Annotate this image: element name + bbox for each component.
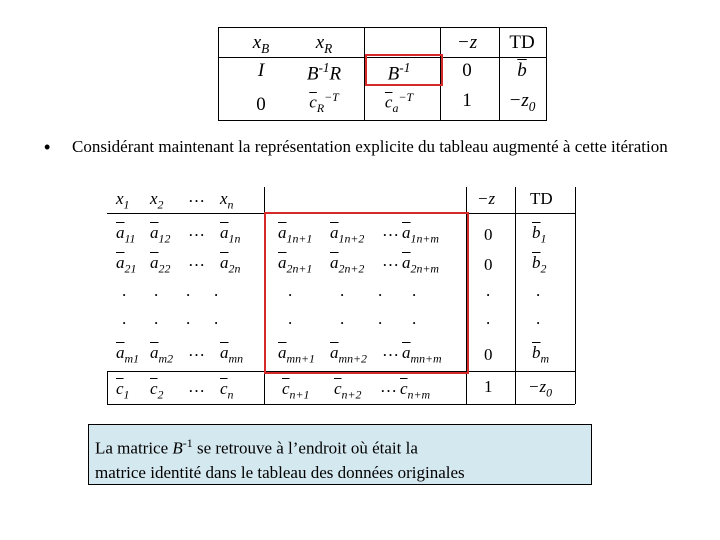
vdots: .	[536, 309, 541, 328]
row2-r-dots: …	[382, 251, 399, 270]
header-xn: $x_n$	[220, 189, 234, 212]
cell-c2: $\overline{c}_2$	[150, 379, 164, 402]
rowm-dots: …	[188, 341, 205, 360]
vdots: .	[214, 281, 219, 300]
cell-amn+1: $\overline{a}_{mn+1}$	[278, 343, 316, 366]
ca-cell: $\overline{c}_a^{-T}$	[384, 90, 414, 116]
cell-am1: $\overline{a}_{m1}$	[116, 343, 140, 366]
cell-a1n: $\overline{a}_{1n}$	[220, 223, 241, 246]
header-xr: $x_R$	[315, 32, 333, 56]
vdots: .	[186, 281, 191, 300]
cell-a2n: $\overline{a}_{2n}$	[220, 253, 241, 276]
row1-r-dots: …	[382, 221, 399, 240]
cell-a1n+m: $\overline{a}_{1n+m}$	[402, 223, 440, 246]
cost-dots: …	[188, 377, 205, 396]
vdots: .	[340, 309, 345, 328]
cell-am2: $\overline{a}_{m2}$	[150, 343, 174, 366]
rowm-zero: 0	[484, 345, 493, 364]
vdots: .	[186, 309, 191, 328]
cell-a12: $\overline{a}_{12}$	[150, 223, 171, 246]
row1-dots: …	[188, 221, 205, 240]
zero-cell: 0	[462, 60, 472, 81]
vdots: .	[412, 309, 417, 328]
cell-minus-z0: $-z_0$	[528, 377, 553, 400]
bullet-text: Considérant maintenant la représentation explicite du tableau augmenté à cette itération	[72, 137, 668, 156]
cr-cell: $\overline{c}_R^{-T}$	[309, 90, 339, 116]
binv-highlight	[365, 54, 443, 86]
identity-cell: I	[257, 60, 265, 81]
bullet-icon: •	[44, 137, 51, 157]
cell-a2n+1: $\overline{a}_{2n+1}$	[278, 253, 313, 276]
header-xb: $x_B$	[252, 32, 270, 56]
vdots: .	[288, 281, 293, 300]
vdots: .	[340, 281, 345, 300]
zero-cell-2: 0	[256, 94, 266, 115]
note-line-1: La matrice $B^{-1}$ se retrouve à l’endroit où était la	[95, 436, 418, 458]
cell-a2n+m: $\overline{a}_{2n+m}$	[402, 253, 440, 276]
cell-a2n+2: $\overline{a}_{2n+2}$	[330, 253, 365, 276]
vdots: .	[122, 281, 127, 300]
header-td: TD	[530, 189, 553, 208]
row2-dots: …	[188, 251, 205, 270]
cost-r-dots: …	[380, 377, 397, 396]
note-line-2: matrice identité dans le tableau des données originales	[95, 462, 465, 482]
header-minus-z: −z	[477, 189, 496, 208]
cell-b1: $\overline{b}_1$	[532, 223, 547, 246]
binv-highlight-augmented	[264, 212, 469, 374]
cell-cn+2: $\overline{c}_{n+2}$	[334, 379, 362, 402]
row2-zero: 0	[484, 255, 493, 274]
vdots: .	[412, 281, 417, 300]
cell-bm: $\overline{b}_m$	[532, 343, 550, 366]
vdots: .	[122, 309, 127, 328]
cell-a21: $\overline{a}_{21}$	[116, 253, 137, 276]
vdots: .	[154, 309, 159, 328]
cost-one: 1	[484, 377, 493, 396]
vdots: .	[486, 281, 491, 300]
vdots: .	[214, 309, 219, 328]
cell-amn: $\overline{a}_{mn}$	[220, 343, 244, 366]
cell-amn+2: $\overline{a}_{mn+2}$	[330, 343, 368, 366]
vdots: .	[288, 309, 293, 328]
cell-a22: $\overline{a}_{22}$	[150, 253, 171, 276]
b-bar-cell: $\overline{b}$	[517, 60, 527, 81]
row1-zero: 0	[484, 225, 493, 244]
one-cell: 1	[462, 90, 472, 111]
cell-cn: $\overline{c}_n$	[220, 379, 234, 402]
vdots: .	[486, 309, 491, 328]
cell-c1: $\overline{c}_1$	[116, 379, 130, 402]
header-td: TD	[509, 32, 535, 53]
header-minus-z: −z	[456, 32, 478, 53]
minus-z0-cell: $-z_0$	[508, 90, 536, 114]
vdots: .	[536, 281, 541, 300]
cell-amn+m: $\overline{a}_{mn+m}$	[402, 343, 442, 366]
cell-a1n+1: $\overline{a}_{1n+1}$	[278, 223, 313, 246]
cell-cn+m: $\overline{c}_{n+m}$	[400, 379, 431, 402]
cell-b2: $\overline{b}_2$	[532, 253, 547, 276]
vdots: .	[378, 309, 383, 328]
note-box	[88, 424, 592, 485]
header-dots: …	[188, 187, 205, 206]
cell-a11: $\overline{a}_{11}$	[116, 223, 136, 246]
binv-cell: $B^{-1}$	[387, 60, 411, 85]
vdots: .	[378, 281, 383, 300]
header-x1: $x_1$	[116, 189, 130, 212]
header-x2: $x_2$	[150, 189, 164, 212]
rowm-r-dots: …	[382, 341, 399, 360]
vdots: .	[154, 281, 159, 300]
cell-cn+1: $\overline{c}_{n+1}$	[282, 379, 310, 402]
cell-a1n+2: $\overline{a}_{1n+2}$	[330, 223, 365, 246]
binv-r-cell: $B^{-1}R$	[306, 60, 342, 85]
